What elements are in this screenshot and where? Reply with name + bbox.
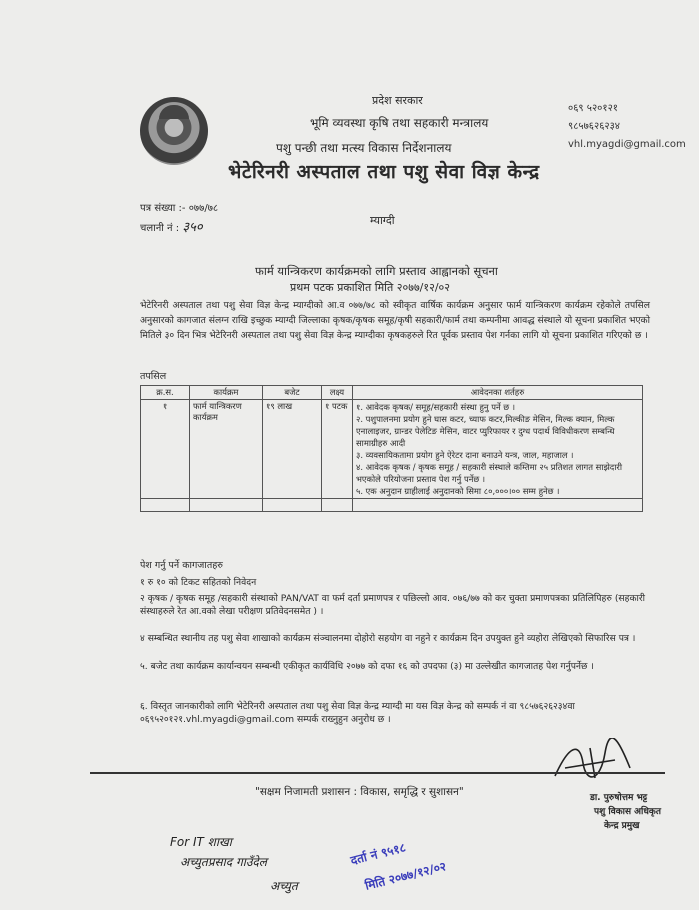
dispatch-number-value: ३५०	[182, 220, 203, 235]
requirement-item: २ कृषक / कृषक समूह /सहकारी संस्थाको PAN/VAT वा फर्म दर्ता प्रमाणपत्र र पछिल्लो आव. ०७६/७७ को कर चुक्ता प्रमाणपत्रका प्रतिलिपिहरु (सहकारी संस्थाहरुले रेत आ.वको लेखा परीक्षण प्रतिवेदनसमेत ) ।	[140, 593, 646, 617]
row-sn: १	[141, 400, 190, 499]
letter-number-label: पत्र संख्या :-	[140, 203, 186, 214]
requirement-item: १ रु १० को टिकट सहितको निवेदन	[140, 577, 257, 588]
dispatch-number-label: चलानी नं :	[140, 223, 180, 234]
table-header-row	[141, 386, 643, 400]
requirement-item: ५. बजेट तथा कार्यक्रम कार्यान्वयन सम्बन्धी एकीकृत कार्यविधि २०७७ को दफा १६ को उपदफा (३) मा उल्लेखीत कागजातह पेश गर्नुपर्नेछ ।	[140, 661, 594, 672]
header-ministry: भूमि व्यवस्था कृषि तथा सहकारी मन्त्रालय	[310, 116, 489, 130]
contact-phone-1: ०६९ ५२०१२१	[568, 103, 618, 114]
stamp-date: मिति २०७७/१२/०२	[363, 859, 448, 893]
program-table	[140, 385, 643, 512]
table-header-sn: क्र.स.	[141, 386, 190, 400]
notice-title: फार्म यान्त्रिकरण कार्यक्रमको लागि प्रस्ताव आह्वानको सूचना	[255, 264, 498, 278]
condition-item: ३. व्यवसायिकतामा प्रयोग हुने ऐरेटर दाना बनाउने यन्त्र, जाल, महाजाल ।	[356, 450, 574, 460]
letter-number	[140, 203, 218, 215]
row-conditions	[353, 400, 643, 499]
table-header-program: कार्यक्रम	[190, 386, 263, 400]
handwritten-note: अच्युत	[270, 879, 298, 893]
condition-item: ५. एक अनुदान ग्राहीलाई अनुदानको सिमा ८०,०००।०० सम्म हुनेछ ।	[356, 486, 560, 496]
notice-body: भेटेरिनरी अस्पताल तथा पशु सेवा विज्ञ केन्द्र म्याग्दीको आ.व ०७७/७८ को स्वीकृत वार्षिक कार्यक्रम अनुसार फार्म यान्त्रिकरण कार्यक्रम रहेकोले तपसिल अनुसारको कागजात संलग्न राखि इच्छुक म्याग्दी जिल्लाका कृषक/कृषक समूह/कृषी सहकारी/फार्म तथा कम्पनीमा आवद्ध संस्थाले यो सूचना प्रकाशित भएको मितिले ३० दिन भित्र भेटेरिनरी अस्पताल तथा पशु सेवा विज्ञ केन्द्र म्याग्दीका कृषकहरुले रित पूर्वक प्रस्ताव पेश गर्नका लागि यो सूचना प्रकाशित गरिएको छ ।	[140, 300, 650, 341]
signatory-role: केन्द्र प्रमुख	[604, 821, 640, 831]
handwritten-note: अच्युतप्रसाद गाउँदेल	[180, 855, 267, 869]
header-office: भेटेरिनरी अस्पताल तथा पशु सेवा विज्ञ केन्द्र	[228, 161, 540, 183]
condition-item: १. आवेदक कृषक/ समूह/सहकारी संस्था हुनु पर्ने छ ।	[356, 402, 515, 412]
table-header-budget: बजेट	[263, 386, 322, 400]
letter-number-value: ०७७/७८	[188, 203, 219, 214]
motto: "सक्षम निजामती प्रशासन : विकास, समृद्धि र सुशासन"	[255, 786, 464, 798]
condition-item: २. पशुपालनमा प्रयोग हुने घास कटर, च्याफ कटर,मिल्कीङ मेसिन, मिल्क क्यान, मिल्क एनालाइजर, ग्रान्डर पेलेटिङ मेसिन, वाटर प्युरिफायर र दुग्ध पदार्थ विविधीकरण सम्बन्धि सामाग्रीहरु आदी	[356, 414, 615, 448]
schedule-label: तपसिल	[140, 371, 167, 382]
table-header-target: लक्ष्य	[322, 386, 353, 400]
notice-published-date: प्रथम पटक प्रकाशित मिति २०७७/१२/०२	[290, 281, 450, 294]
registration-stamp	[350, 826, 500, 896]
signatory-name: डा. पुरुषोत्तम भट्ट	[590, 793, 648, 803]
nepal-emblem-icon	[140, 97, 208, 165]
contact-email: vhl.myagdi@gmail.com	[568, 139, 686, 150]
requirement-item: ६. विस्तृत जानकारीको लागि भेटेरिनरी अस्पताल तथा पशु सेवा विज्ञ केन्द्र म्याग्दी मा यस विज्ञ केन्द्र को सम्पर्क नं वा ९८५७६२६२३४वा ०६९५२०१२१.vhl.myagdi@gmail.com सम्पर्क राख्नुहुन अनुरोध छ ।	[140, 701, 575, 725]
handwritten-note: For IT शाखा	[170, 835, 232, 849]
header-govt: प्रदेश सरकार	[372, 94, 423, 107]
table-row	[141, 400, 643, 499]
contact-phone-2: ९८५७६२६२३४	[568, 121, 620, 132]
requirement-item: ४ सम्बन्धित स्थानीय तह पशु सेवा शाखाको कार्यक्रम संञ्चालनमा दोहोरो सहयोग वा नहुने र कार्यक्रम दिन उपयुक्त हुने व्यहोरा लेखिएको सिफारिस पत्र ।	[140, 633, 636, 644]
signatory-title: पशु विकास अधिकृत	[594, 807, 661, 817]
header-directorate: पशु पन्छी तथा मत्स्य विकास निर्देशनालय	[276, 141, 452, 155]
row-program: फार्म यान्त्रिकरण कार्यक्रम	[190, 400, 263, 499]
row-target: १ पटक	[322, 400, 353, 499]
motto-divider	[90, 772, 665, 774]
dispatch-number	[140, 222, 203, 235]
conditions-list	[356, 401, 639, 497]
table-header-conditions: आवेदनका शर्तहरु	[353, 386, 643, 400]
requirements-heading: पेश गर्नु पर्ने कागजातहरु	[140, 560, 223, 571]
signature-scribble	[545, 738, 640, 788]
condition-item: ४. आवेदक कृषक / कृषक समूह / सहकारी संस्थाले कम्तिमा २५ प्रतिशत लागत साझेदारी भएकोले परियोजना प्रस्ताव पेश गर्नु पर्नेछ ।	[356, 462, 623, 484]
table-empty-row	[141, 499, 643, 512]
stamp-registration-no: दर्ता नं ९५१८	[349, 840, 408, 868]
header-location: म्याग्दी	[370, 214, 395, 227]
row-budget: १९ लाख	[263, 400, 322, 499]
